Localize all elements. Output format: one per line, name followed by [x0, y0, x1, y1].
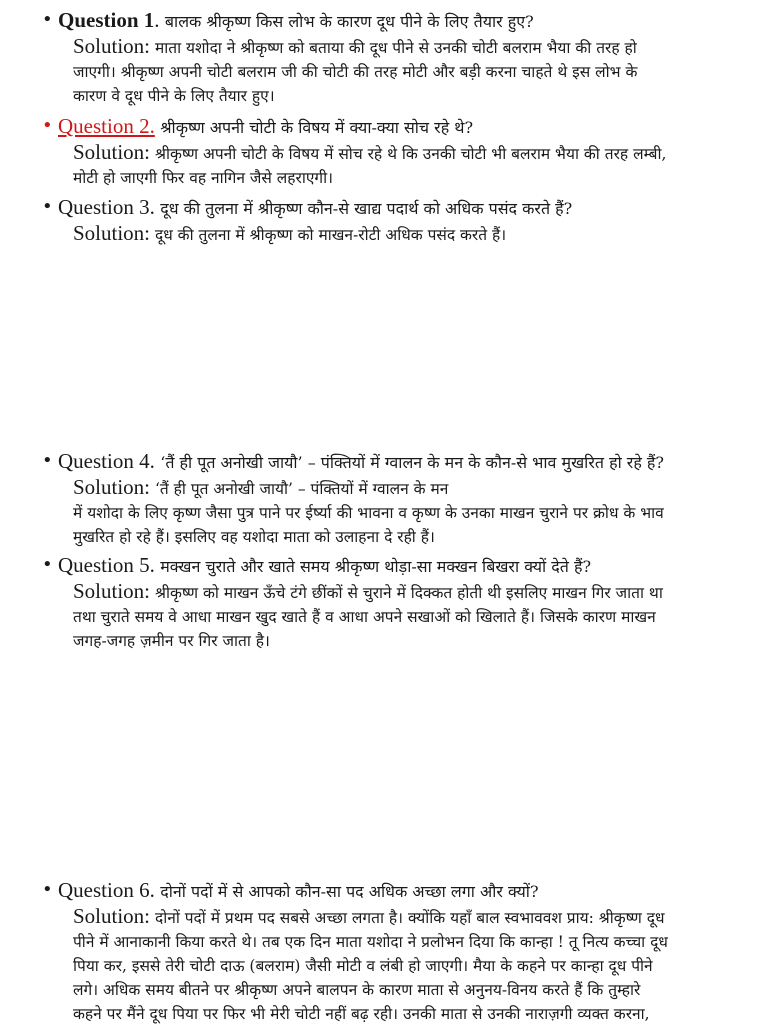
- solution-line: पीने में आनाकानी किया करते थे। तब एक दिन माता यशोदा ने प्रलोभन दिया कि कान्हा ! तू नित्य कच्चा दूध: [73, 933, 668, 951]
- solution-line: श्रीकृष्ण को माखन ऊँचे टंगे छींकों से चुराने में दिक्कत होती थी इसलिए माखन गिर जाता था: [154, 584, 663, 602]
- solution-block: [58, 475, 748, 549]
- solution-line: लगे। अधिक समय बीतने पर श्रीकृष्ण अपने बालपन के कारण माता से अनुनय-विनय करते हैं कि तुम्हारे: [73, 981, 641, 999]
- solution-label: Solution:: [73, 221, 151, 245]
- solution-line: मुखरित हो रहे हैं। इसलिए वह यशोदा माता को उलाहना दे रही हैं।: [73, 528, 435, 546]
- solution-line: में यशोदा के लिए कृष्ण जैसा पुत्र पाने पर ईर्ष्या की भावना व कृष्ण के उनका माखन चुराने पर क्रोध के भाव: [73, 504, 664, 522]
- question-block-4: [42, 449, 748, 549]
- question-text: ‘तैं ही पूत अनोखी जायौ’ – पंक्तियों में ग्वालन के मन के कौन-से भाव मुखरित हो रहे हैं?: [160, 453, 665, 472]
- solution-line: जगह-जगह ज़मीन पर गिर जाता है।: [73, 632, 270, 650]
- solution-block: [58, 904, 748, 1026]
- question-line: [42, 195, 748, 221]
- solution-label: Solution:: [73, 34, 151, 58]
- question-block-5: [42, 553, 748, 653]
- solution-line: जाएगी। श्रीकृष्ण अपनी चोटी बलराम जी की चोटी की तरह मोटी और बड़ी करना चाहते थे इस लोभ के: [73, 63, 638, 81]
- question-line: [42, 449, 748, 475]
- question-line: [42, 878, 748, 904]
- question-line: [42, 114, 748, 140]
- question-block-1: [42, 8, 748, 108]
- solution-label: Solution:: [73, 475, 151, 499]
- solution-line: कहने पर मैंने दूध पिया पर फिर भी मेरी चोटी नहीं बढ़ रही। उनकी माता से उनकी नाराज़गी व्यक्त करना,: [73, 1005, 650, 1023]
- question-period: .: [154, 8, 160, 32]
- bullet-icon: •: [42, 879, 53, 900]
- solution-block: [58, 34, 748, 108]
- question-label: Question 4.: [58, 449, 155, 473]
- question-block-2: [42, 114, 748, 190]
- bullet-icon: •: [42, 115, 53, 136]
- question-label: Question 5.: [58, 553, 155, 577]
- question-text: दोनों पदों में से आपको कौन-सा पद अधिक अच्छा लगा और क्यों?: [160, 882, 539, 901]
- solution-line: तथा चुराते समय वे आधा माखन खुद खाते हैं व आधा अपने सखाओं को खिलाते हैं। जिसके कारण माखन: [73, 608, 656, 626]
- question-label: Question 6.: [58, 878, 155, 902]
- bullet-icon: •: [42, 9, 53, 30]
- question-block-3: [42, 195, 748, 247]
- solution-line: श्रीकृष्ण अपनी चोटी के विषय में सोच रहे थे कि उनकी चोटी भी बलराम भैया की तरह लम्बी,: [154, 145, 667, 163]
- bullet-icon: •: [42, 554, 53, 575]
- solution-label: Solution:: [73, 140, 151, 164]
- solution-block: [58, 140, 748, 190]
- solution-line: दोनों पदों में प्रथम पद सबसे अच्छा लगता है। क्योंकि यहाँ बाल स्वभाववश प्राय: श्रीकृष्ण दूध: [154, 909, 665, 927]
- bullet-icon: •: [42, 196, 53, 217]
- question-line: [42, 553, 748, 579]
- question-text: दूध की तुलना में श्रीकृष्ण कौन-से खाद्य पदार्थ को अधिक पसंद करते हैं?: [160, 199, 573, 218]
- question-link[interactable]: Question 2.: [58, 114, 155, 138]
- question-label: Question 3.: [58, 195, 155, 219]
- solution-line: मोटी हो जाएगी फिर वह नागिन जैसे लहराएगी।: [73, 169, 334, 187]
- solution-block: [58, 579, 748, 653]
- solution-block: [58, 221, 748, 247]
- solution-line: पिया कर, इससे तेरी चोटी दाऊ (बलराम) जैसी मोटी व लंबी हो जाएगी। मैया के कहने पर कान्हा दूध पीने: [73, 957, 653, 975]
- solution-line: दूध की तुलना में श्रीकृष्ण को माखन-रोटी अधिक पसंद करते हैं।: [154, 226, 507, 244]
- question-block-6: [42, 878, 748, 1026]
- solution-line: माता यशोदा ने श्रीकृष्ण को बताया की दूध पीने से उनकी चोटी बलराम भैया की तरह हो: [154, 39, 637, 57]
- bullet-icon: •: [42, 450, 53, 471]
- question-text: मक्खन चुराते और खाते समय श्रीकृष्ण थोड़ा-सा मक्खन बिखरा क्यों देते हैं?: [160, 557, 592, 576]
- solution-line: ‘तैं ही पूत अनोखी जायौ’ – पंक्तियों में ग्वालन के मन: [154, 480, 449, 498]
- solution-label: Solution:: [73, 579, 151, 603]
- solution-label: Solution:: [73, 904, 151, 928]
- question-label: Question 1: [58, 8, 155, 32]
- question-text: श्रीकृष्ण अपनी चोटी के विषय में क्या-क्या सोच रहे थे?: [160, 118, 474, 137]
- question-line: [42, 8, 748, 34]
- question-text: बालक श्रीकृष्ण किस लोभ के कारण दूध पीने के लिए तैयार हुए?: [164, 12, 534, 31]
- solution-line: कारण वे दूध पीने के लिए तैयार हुए।: [73, 87, 275, 105]
